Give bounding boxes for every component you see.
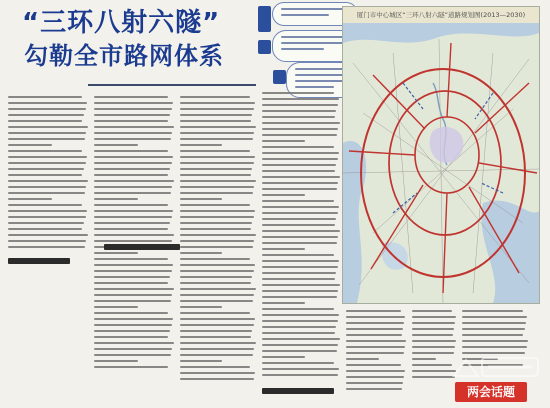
text-line	[180, 204, 250, 206]
text-line	[262, 254, 334, 256]
text-line	[262, 356, 305, 358]
text-line	[262, 104, 338, 106]
text-line	[262, 230, 340, 232]
text-line	[94, 180, 174, 182]
text-line	[94, 156, 173, 158]
subheading-3	[262, 388, 334, 394]
text-line	[262, 224, 335, 226]
text-line	[8, 102, 87, 104]
text-line	[180, 138, 253, 140]
text-line	[412, 340, 456, 342]
text-line	[180, 318, 255, 320]
text-line	[8, 192, 85, 194]
text-line	[262, 176, 340, 178]
text-line	[180, 150, 250, 152]
text-line	[412, 322, 455, 324]
text-line	[180, 276, 252, 278]
text-line	[180, 264, 255, 266]
text-line	[180, 222, 252, 224]
text-line	[262, 200, 334, 202]
text-line	[180, 348, 254, 350]
text-line	[412, 328, 454, 330]
text-line	[262, 212, 338, 214]
text-column-2	[94, 96, 174, 372]
text-line	[180, 114, 252, 116]
text-line	[8, 180, 88, 182]
subheading-2	[104, 244, 180, 250]
text-line	[8, 204, 82, 206]
text-column-4	[262, 92, 340, 380]
text-line	[94, 138, 171, 140]
text-line	[180, 282, 251, 284]
text-line	[94, 300, 171, 302]
text-line	[8, 144, 52, 146]
text-line	[262, 182, 338, 184]
text-line	[262, 308, 334, 310]
text-line	[262, 194, 305, 196]
text-line	[8, 156, 87, 158]
text-line	[8, 228, 82, 230]
text-line	[94, 228, 168, 230]
text-line	[262, 98, 339, 100]
text-line	[262, 110, 336, 112]
text-line	[94, 186, 172, 188]
text-line	[262, 338, 340, 340]
text-line	[262, 170, 335, 172]
text-line	[180, 198, 222, 200]
subheading-1	[8, 258, 70, 264]
text-line	[262, 128, 338, 130]
text-line	[180, 270, 254, 272]
text-line	[462, 328, 525, 330]
text-line	[94, 312, 168, 314]
text-line	[8, 186, 86, 188]
text-line	[180, 360, 222, 362]
map-title: 厦门市中心城区“三环八射六隧”道路规划图(2013—2030)	[343, 7, 539, 24]
text-line	[94, 132, 172, 134]
text-line	[262, 320, 338, 322]
text-line	[346, 388, 402, 390]
text-line	[180, 252, 222, 254]
text-line	[8, 240, 86, 242]
text-line	[8, 222, 84, 224]
text-line	[180, 210, 255, 212]
text-line	[180, 240, 254, 242]
map-drawing	[343, 23, 539, 303]
text-line	[262, 152, 339, 154]
text-line	[180, 246, 253, 248]
text-line	[412, 358, 436, 360]
text-line	[8, 168, 84, 170]
text-line	[94, 108, 172, 110]
text-line	[262, 242, 337, 244]
text-line	[180, 306, 222, 308]
text-line	[262, 350, 337, 352]
text-line	[180, 126, 256, 128]
text-line	[346, 358, 379, 360]
text-line	[8, 198, 52, 200]
text-line	[180, 372, 255, 374]
text-line	[8, 108, 86, 110]
text-line	[94, 210, 173, 212]
text-line	[262, 344, 338, 346]
text-line	[180, 258, 250, 260]
text-line	[346, 334, 402, 336]
text-line	[262, 284, 340, 286]
text-line	[180, 180, 256, 182]
text-line	[8, 126, 88, 128]
text-line	[8, 162, 86, 164]
text-line	[180, 294, 254, 296]
text-line	[262, 116, 335, 118]
text-line	[262, 272, 336, 274]
text-line	[262, 122, 340, 124]
text-line	[180, 378, 254, 380]
text-line	[180, 168, 252, 170]
text-line	[94, 222, 170, 224]
text-line	[262, 140, 305, 142]
text-line	[94, 192, 171, 194]
text-line	[94, 354, 171, 356]
text-line	[346, 328, 403, 330]
text-line	[262, 290, 338, 292]
text-line	[94, 126, 174, 128]
text-line	[94, 342, 174, 344]
text-line	[262, 260, 339, 262]
text-line	[346, 340, 406, 342]
text-line	[262, 92, 334, 94]
text-line	[180, 96, 250, 98]
text-column-5	[346, 310, 406, 394]
text-line	[262, 188, 337, 190]
text-line	[346, 382, 403, 384]
text-line	[94, 102, 173, 104]
text-line	[412, 364, 452, 366]
text-line	[8, 96, 82, 98]
text-line	[94, 276, 170, 278]
text-line	[180, 174, 251, 176]
text-line	[94, 336, 168, 338]
text-line	[94, 318, 173, 320]
text-line	[8, 150, 82, 152]
text-line	[180, 120, 251, 122]
text-line	[94, 198, 138, 200]
text-line	[8, 216, 86, 218]
text-line	[94, 96, 168, 98]
text-line	[180, 102, 255, 104]
text-line	[262, 266, 338, 268]
text-line	[346, 364, 401, 366]
text-line	[412, 334, 453, 336]
text-line	[462, 322, 526, 324]
text-line	[180, 234, 256, 236]
text-line	[180, 192, 253, 194]
text-line	[8, 210, 87, 212]
text-line	[94, 144, 138, 146]
text-line	[346, 352, 404, 354]
text-line	[262, 236, 338, 238]
text-line	[94, 120, 168, 122]
text-line	[94, 288, 174, 290]
text-line	[180, 216, 254, 218]
text-line	[94, 366, 168, 368]
text-line	[346, 376, 404, 378]
headline-line-1: “三环八射六隧”	[22, 8, 221, 38]
site-logo-icon	[448, 346, 544, 384]
text-line	[8, 114, 84, 116]
text-line	[94, 324, 172, 326]
text-line	[94, 174, 168, 176]
text-line	[180, 108, 254, 110]
text-line	[180, 366, 250, 368]
text-line	[180, 156, 255, 158]
text-line	[262, 362, 334, 364]
side-tag-3	[273, 70, 286, 84]
text-line	[94, 168, 170, 170]
text-column-1	[8, 96, 88, 252]
road-plan-map	[342, 6, 540, 304]
text-line	[262, 374, 338, 376]
text-line	[94, 252, 138, 254]
section-tag: 两会话题	[455, 382, 527, 402]
text-line	[180, 354, 253, 356]
text-line	[262, 314, 339, 316]
text-line	[346, 316, 405, 318]
text-line	[462, 334, 523, 336]
text-line	[8, 120, 82, 122]
text-line	[180, 336, 251, 338]
text-line	[180, 228, 251, 230]
text-line	[8, 138, 85, 140]
text-line	[346, 346, 405, 348]
text-line	[462, 316, 527, 318]
text-line	[94, 306, 138, 308]
text-line	[262, 134, 337, 136]
text-line	[94, 258, 168, 260]
text-line	[262, 206, 339, 208]
text-line	[180, 186, 254, 188]
text-line	[94, 282, 168, 284]
text-line	[262, 248, 305, 250]
text-line	[94, 204, 168, 206]
text-line	[262, 368, 339, 370]
text-line	[94, 330, 170, 332]
text-line	[262, 218, 336, 220]
headline-line-2: 勾勒全市路网体系	[24, 42, 224, 70]
text-line	[94, 234, 174, 236]
text-line	[8, 132, 86, 134]
text-column-3	[180, 96, 256, 384]
text-line	[262, 158, 338, 160]
text-line	[412, 310, 452, 312]
text-line	[180, 162, 254, 164]
text-line	[180, 144, 222, 146]
text-line	[94, 240, 172, 242]
side-tag-1	[258, 6, 271, 32]
text-line	[180, 132, 254, 134]
text-line	[94, 294, 172, 296]
text-line	[262, 326, 336, 328]
text-line	[462, 340, 528, 342]
text-line	[180, 312, 250, 314]
text-line	[8, 234, 88, 236]
text-line	[8, 174, 82, 176]
text-line	[346, 322, 404, 324]
text-line	[180, 300, 253, 302]
text-line	[412, 316, 456, 318]
text-line	[262, 332, 335, 334]
text-line	[462, 310, 523, 312]
text-line	[346, 310, 401, 312]
text-line	[94, 360, 138, 362]
text-line	[262, 302, 305, 304]
text-line	[94, 114, 170, 116]
text-line	[94, 150, 168, 152]
text-line	[346, 370, 405, 372]
text-line	[262, 164, 336, 166]
text-line	[8, 246, 85, 248]
text-line	[94, 264, 173, 266]
text-line	[180, 288, 256, 290]
text-line	[94, 270, 172, 272]
side-tag-2	[258, 40, 271, 54]
text-line	[94, 162, 172, 164]
text-line	[180, 324, 254, 326]
text-line	[180, 342, 256, 344]
text-line	[94, 348, 172, 350]
byline	[88, 84, 256, 86]
text-line	[262, 278, 335, 280]
text-line	[262, 296, 337, 298]
text-line	[94, 216, 172, 218]
text-line	[262, 146, 334, 148]
text-line	[180, 330, 252, 332]
